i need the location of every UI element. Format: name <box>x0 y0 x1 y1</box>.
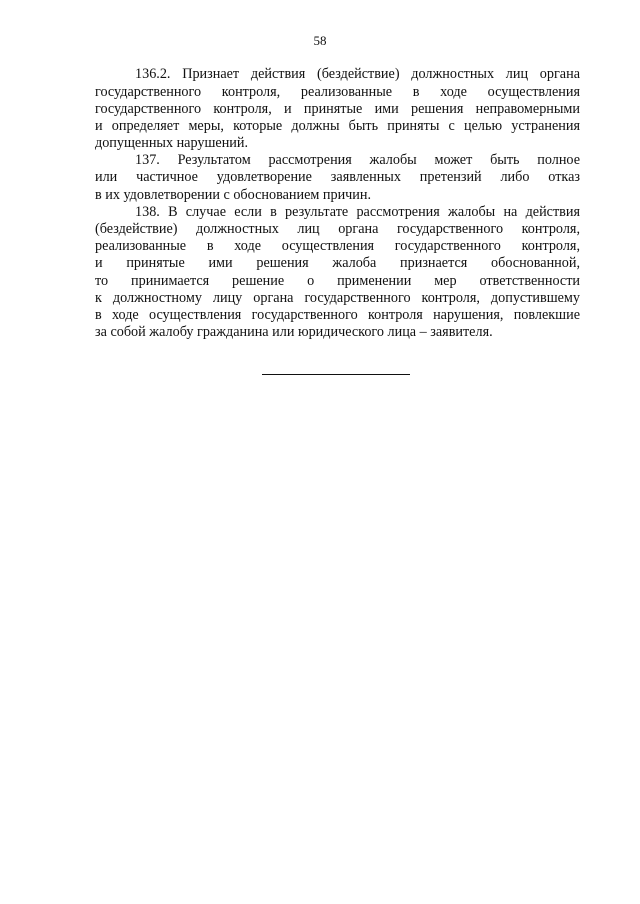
paragraph-line: (бездействие) должностных лиц органа государственного контроля, <box>95 221 580 237</box>
paragraph-line: 138. В случае если в результате рассмотрения жалобы на действия <box>135 204 580 220</box>
paragraph-line: 137. Результатом рассмотрения жалобы может быть полное <box>135 152 580 168</box>
paragraph-line: за собой жалобу гражданина или юридического лица – заявителя. <box>95 324 493 340</box>
end-separator-line <box>262 374 410 375</box>
paragraph-line: 136.2. Признает действия (бездействие) должностных лиц органа <box>135 66 580 82</box>
paragraph-line: и определяет меры, которые должны быть приняты с целью устранения <box>95 118 580 134</box>
paragraph-line: или частичное удовлетворение заявленных претензий либо отказ <box>95 169 580 185</box>
paragraph-line: в ходе осуществления государственного контроля нарушения, повлекшие <box>95 307 580 323</box>
paragraph-line: реализованные в ходе осуществления государственного контроля, <box>95 238 580 254</box>
paragraph-line: государственного контроля, и принятые ими решения неправомерными <box>95 101 580 117</box>
page-number: 58 <box>313 33 327 48</box>
paragraph-line: то принимается решение о применении мер ответственности <box>95 273 580 289</box>
paragraph-line: и принятые ими решения жалоба признается обоснованной, <box>95 255 580 271</box>
paragraph-line: государственного контроля, реализованные в ходе осуществления <box>95 84 580 100</box>
paragraph-line: к должностному лицу органа государственного контроля, допустившему <box>95 290 580 306</box>
paragraph-line: в их удовлетворении с обоснованием причин. <box>95 187 372 203</box>
paragraph-line: допущенных нарушений. <box>95 135 249 151</box>
